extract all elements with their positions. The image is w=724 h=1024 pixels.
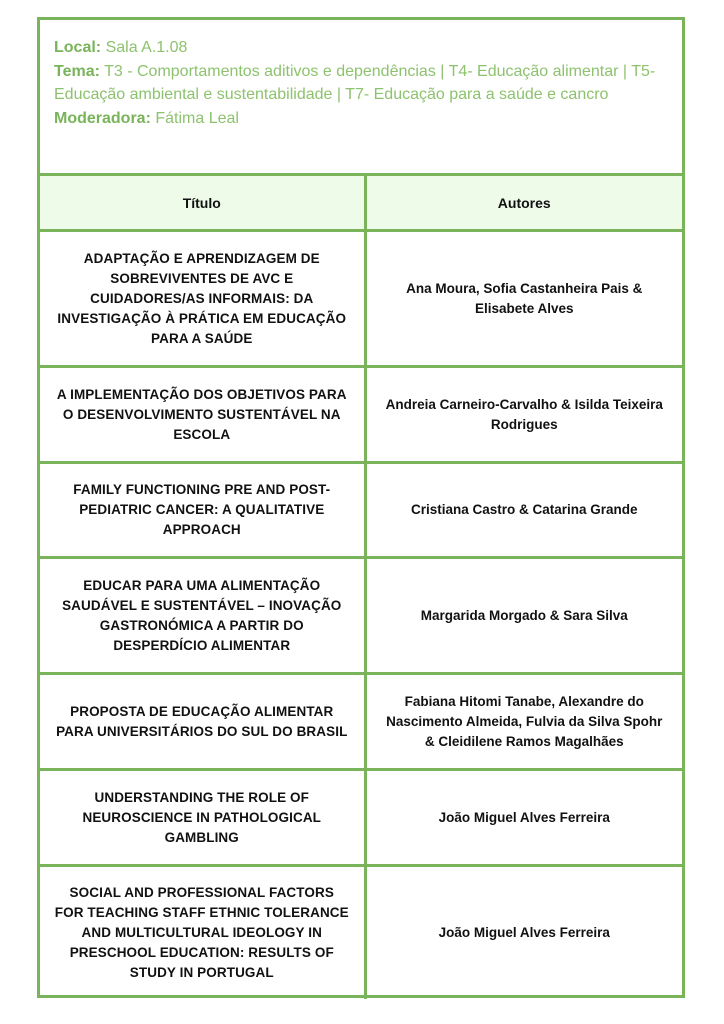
tema-line bbox=[54, 60, 668, 107]
papers-table bbox=[40, 173, 682, 999]
table-row bbox=[40, 770, 682, 866]
paper-authors: João Miguel Alves Ferreira bbox=[365, 770, 682, 866]
tema-value: T3 - Comportamentos aditivos e dependências | T4- Educação alimentar | T5- Educação ambiental e sustentabilidade | T7- Educação para a saúde e cancro bbox=[54, 62, 656, 103]
local-line bbox=[54, 36, 668, 60]
table-row bbox=[40, 463, 682, 558]
tema-label: Tema: bbox=[54, 62, 100, 80]
table-row bbox=[40, 231, 682, 367]
moderadora-value: Fátima Leal bbox=[155, 109, 239, 127]
paper-title: ADAPTAÇÃO E APRENDIZAGEM DE SOBREVIVENTES DE AVC E CUIDADORES/AS INFORMAIS: DA INVESTIGAÇÃO À PRÁTICA EM EDUCAÇÃO PARA A SAÚDE bbox=[40, 231, 365, 367]
paper-title: UNDERSTANDING THE ROLE OF NEUROSCIENCE IN PATHOLOGICAL GAMBLING bbox=[40, 770, 365, 866]
session-frame bbox=[37, 17, 685, 998]
paper-title: A IMPLEMENTAÇÃO DOS OBJETIVOS PARA O DESENVOLVIMENTO SUSTENTÁVEL NA ESCOLA bbox=[40, 367, 365, 463]
paper-authors: João Miguel Alves Ferreira bbox=[365, 866, 682, 999]
moderadora-line bbox=[54, 107, 668, 131]
paper-authors: Margarida Morgado & Sara Silva bbox=[365, 558, 682, 674]
local-label: Local: bbox=[54, 39, 102, 56]
paper-authors: Andreia Carneiro-Carvalho & Isilda Teixeira Rodrigues bbox=[365, 367, 682, 463]
local-value: Sala A.1.08 bbox=[105, 39, 188, 56]
table-row bbox=[40, 866, 682, 999]
column-header-autores: Autores bbox=[365, 175, 682, 231]
paper-title: EDUCAR PARA UMA ALIMENTAÇÃO SAUDÁVEL E SUSTENTÁVEL – INOVAÇÃO GASTRONÓMICA A PARTIR DO DESPERDÍCIO ALIMENTAR bbox=[40, 558, 365, 674]
paper-title: FAMILY FUNCTIONING PRE AND POST-PEDIATRIC CANCER: A QUALITATIVE APPROACH bbox=[40, 463, 365, 558]
paper-authors: Ana Moura, Sofia Castanheira Pais & Elisabete Alves bbox=[365, 231, 682, 367]
paper-title: SOCIAL AND PROFESSIONAL FACTORS FOR TEACHING STAFF ETHNIC TOLERANCE AND MULTICULTURAL IDEOLOGY IN PRESCHOOL EDUCATION: RESULTS OF STUDY IN PORTUGAL bbox=[40, 866, 365, 999]
moderadora-label: Moderadora: bbox=[54, 109, 151, 127]
table-row bbox=[40, 367, 682, 463]
paper-title: PROPOSTA DE EDUCAÇÃO ALIMENTAR PARA UNIVERSITÁRIOS DO SUL DO BRASIL bbox=[40, 674, 365, 770]
paper-authors: Cristiana Castro & Catarina Grande bbox=[365, 463, 682, 558]
table-header-row bbox=[40, 175, 682, 231]
paper-authors: Fabiana Hitomi Tanabe, Alexandre do Nascimento Almeida, Fulvia da Silva Spohr & Cleidilene Ramos Magalhães bbox=[365, 674, 682, 770]
table-row bbox=[40, 558, 682, 674]
column-header-titulo: Título bbox=[40, 175, 365, 231]
session-info bbox=[40, 20, 682, 173]
table-row bbox=[40, 674, 682, 770]
